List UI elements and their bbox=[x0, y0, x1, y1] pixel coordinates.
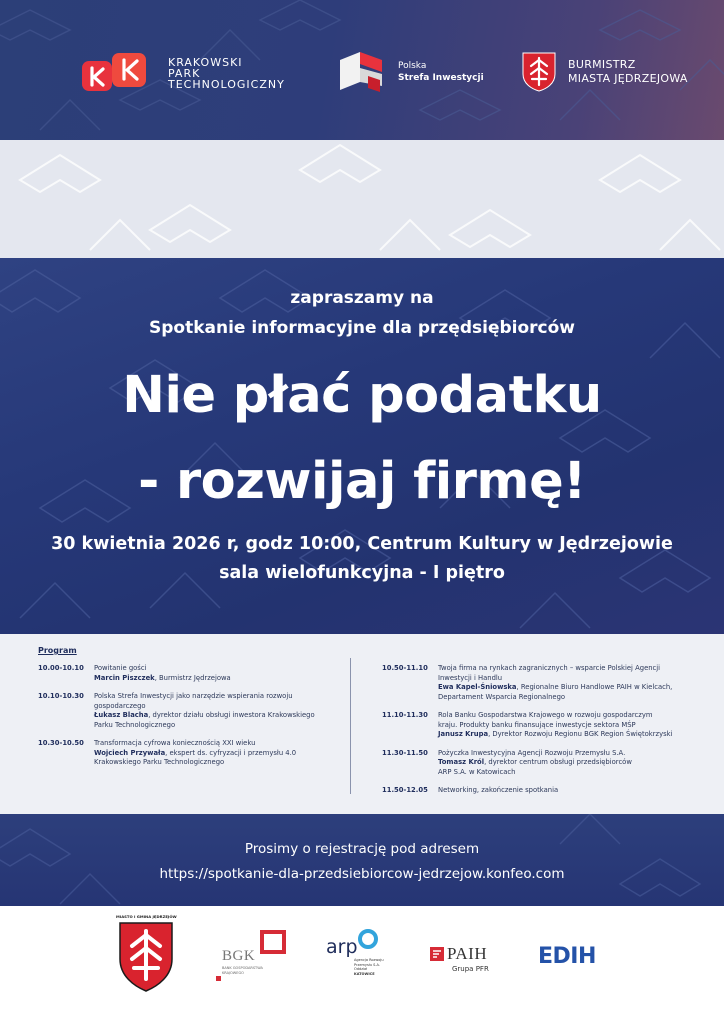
program-column-right bbox=[382, 664, 692, 805]
program-time: 11.50-12.05 bbox=[382, 786, 428, 794]
coat-of-arms-icon bbox=[522, 52, 556, 92]
title-line-2: - rozwijaj firmę! bbox=[138, 452, 586, 511]
program-item bbox=[382, 749, 692, 778]
program-divider bbox=[350, 658, 351, 794]
program-speaker-role-cont: ARP S.A. w Katowicach bbox=[438, 767, 516, 776]
program-speaker-role: , Dyrektor Rozwoju Regionu BGK Region Świętokrzyski bbox=[488, 730, 673, 738]
arp-logo bbox=[326, 928, 386, 988]
registration-info bbox=[0, 838, 724, 885]
decorative-arrow-pattern-light bbox=[0, 140, 724, 258]
paih-caption: Grupa PFR bbox=[452, 965, 489, 973]
paih-name: PAIH bbox=[447, 944, 488, 963]
bgk-caption-1: BANK GOSPODARSTWA bbox=[222, 966, 263, 970]
details-line-1: 30 kwietnia 2026 r, godz 10:00, Centrum Kultury w Jędrzejowie bbox=[51, 534, 673, 554]
arp-caption-4: KATOWICE bbox=[354, 971, 375, 976]
program-time: 11.10-11.30 bbox=[382, 711, 428, 719]
arp-caption-1: Agencja Rozwoju bbox=[354, 958, 384, 962]
program-item bbox=[38, 739, 338, 768]
kpt-logo bbox=[82, 53, 285, 93]
intro-line-2: Spotkanie informacyjne dla przędsiębiorców bbox=[148, 318, 575, 338]
program-item bbox=[382, 664, 692, 702]
arp-name: arp bbox=[326, 936, 358, 958]
psi-mark-icon bbox=[338, 52, 384, 92]
program-topic: Pożyczka Inwestycyjna Agencji Rozwoju Przemysłu S.A. bbox=[438, 748, 626, 757]
program-speaker-role: , Regionalne Biuro Handlowe PAIH w Kielcach, bbox=[516, 683, 673, 691]
arp-circle-icon bbox=[356, 928, 380, 950]
kpt-line-1: KRAKOWSKI bbox=[168, 55, 243, 69]
registration-url-link[interactable]: https://spotkanie-dla-przedsiebiorcow-jedrzejow.konfeo.com bbox=[159, 866, 565, 882]
program-item bbox=[38, 692, 338, 730]
event-intro bbox=[0, 286, 724, 340]
arp-caption-2: Przemysłu S.A. bbox=[354, 962, 380, 967]
program-topic-cont: kraju. Produkty banku finansujące inwestycje sektora MŚP bbox=[438, 720, 636, 729]
program-speaker-role-cont: Parku Technologicznego bbox=[94, 720, 176, 729]
bgk-logo bbox=[218, 930, 288, 980]
program-topic: Networking, zakończenie spotkania bbox=[438, 786, 559, 794]
coat-of-arms-icon bbox=[118, 921, 174, 993]
program-topic: Powitanie gości bbox=[94, 664, 147, 672]
burmistrz-logo bbox=[522, 52, 688, 92]
burmistrz-line-2: MIASTA JĘDRZEJOWA bbox=[568, 72, 688, 85]
program-topic-cont: Inwestycji i Handlu bbox=[438, 673, 503, 682]
program-time: 11.30-11.50 bbox=[382, 748, 428, 757]
program-topic-cont: gospodarczego bbox=[94, 701, 146, 710]
program-column-left bbox=[38, 664, 338, 777]
paih-mark-icon bbox=[430, 947, 444, 961]
bgk-name: BGK bbox=[222, 948, 256, 964]
herb-caption: MIASTO I GMINA JĘDRZEJÓW bbox=[116, 914, 177, 919]
program-topic: Rola Banku Gospodarstwa Krajowego w rozwoju gospodarczym bbox=[438, 711, 653, 719]
program-time: 10.10-10.30 bbox=[38, 692, 84, 700]
program-speaker-role: , Burmistrz Jędrzejowa bbox=[154, 673, 231, 682]
program-speaker: Janusz Krupa bbox=[438, 730, 489, 738]
program-topic: Polska Strefa Inwestycji jako narzędzie wspierania rozwoju bbox=[94, 692, 293, 700]
light-band bbox=[0, 140, 724, 258]
jedrzejow-herb-logo bbox=[116, 914, 176, 996]
edih-logo: EDIH bbox=[538, 944, 596, 969]
title-line-1: Nie płać podatku bbox=[122, 366, 602, 425]
program-speaker-role: , ekspert ds. cyfryzacji i przemysłu 4.0 bbox=[165, 748, 297, 757]
burmistrz-line-1: BURMISTRZ bbox=[568, 58, 636, 71]
event-title bbox=[0, 360, 724, 518]
program-time: 10.00-10.10 bbox=[38, 664, 84, 672]
program-time: 10.50-11.10 bbox=[382, 664, 428, 672]
program-topic: Twoja firma na rynkach zagranicznych – wsparcie Polskiej Agencji bbox=[438, 664, 661, 672]
program-speaker: Wojciech Przywała bbox=[94, 748, 166, 757]
program-item bbox=[382, 786, 692, 796]
program-item bbox=[38, 664, 338, 683]
program-speaker: Ewa Kapel-Śniowska bbox=[438, 683, 517, 691]
psi-line-2: Strefa Inwestycji bbox=[398, 73, 484, 83]
program-time: 10.30-10.50 bbox=[38, 739, 84, 747]
psi-line-1: Polska bbox=[398, 61, 427, 71]
arp-caption-3: Oddział bbox=[354, 967, 368, 971]
paih-logo bbox=[430, 944, 510, 984]
bgk-square-icon bbox=[258, 930, 288, 956]
kpt-line-2: PARK bbox=[168, 66, 201, 80]
kpt-mark-icon bbox=[82, 53, 154, 93]
program-speaker: Tomasz Król bbox=[438, 758, 485, 766]
program-speaker-role: , dyrektor działu obsługi inwestora Krakowskiego bbox=[148, 711, 315, 719]
kpt-line-3: TECHNOLOGICZNY bbox=[168, 77, 285, 91]
program-item bbox=[382, 711, 692, 740]
program-speaker-role-cont: Departament Wsparcia Regionalnego bbox=[438, 692, 566, 701]
program-speaker-role: , dyrektor centrum obsługi przedsiębiorców bbox=[484, 758, 632, 766]
intro-line-1: zapraszamy na bbox=[290, 288, 434, 308]
registration-text: Prosimy o rejestrację pod adresem bbox=[244, 841, 480, 857]
program-title: Program bbox=[38, 646, 77, 655]
program-speaker: Marcin Piszczek bbox=[94, 673, 155, 682]
bgk-caption-2: KRAJOWEGO bbox=[222, 970, 244, 975]
program-topic: Transformacja cyfrowa koniecznością XXI wieku bbox=[94, 739, 256, 747]
program-speaker: Łukasz Blacha bbox=[94, 711, 149, 719]
program-speaker-role-cont: Krakowskiego Parku Technologicznego bbox=[94, 758, 225, 766]
event-details bbox=[0, 530, 724, 588]
details-line-2: sala wielofunkcyjna - I piętro bbox=[219, 563, 505, 583]
psi-logo bbox=[338, 52, 484, 92]
